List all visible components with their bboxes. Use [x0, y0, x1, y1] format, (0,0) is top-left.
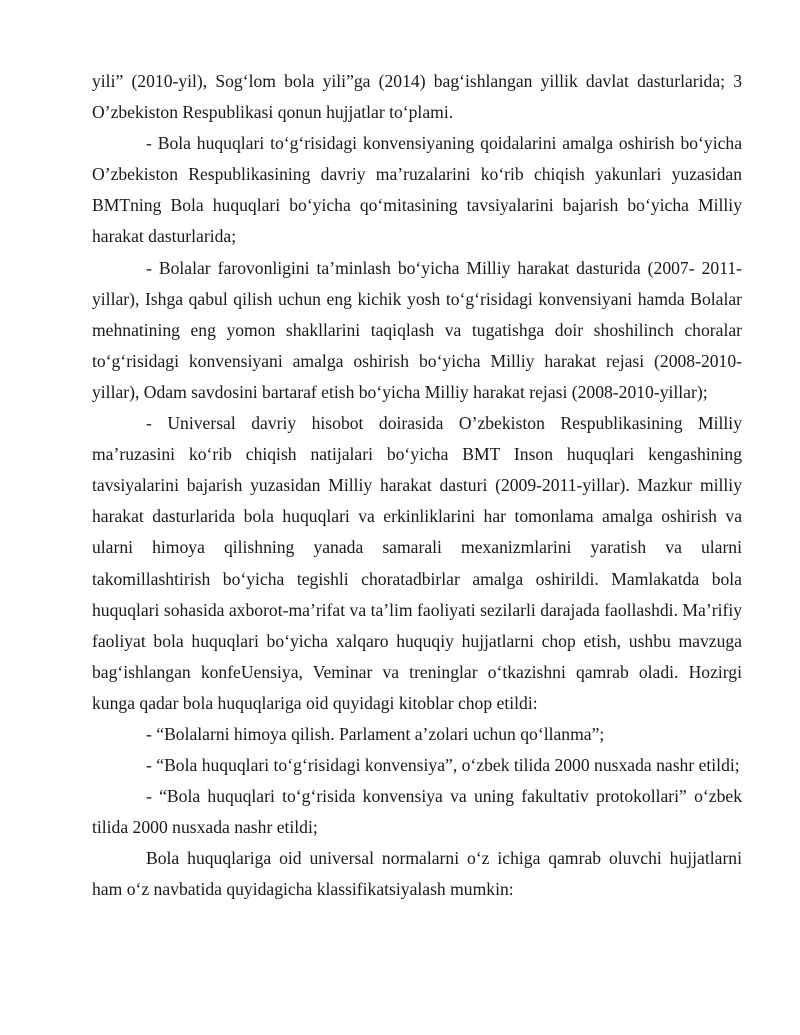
- paragraph-7: - “Bola huquqlari to‘g‘risida konvensiya va uning fakultativ protokollari” o‘zbek tilida 2000 nusxada nashr etildi;: [92, 786, 742, 838]
- paragraph-2: - Bola huquqlari to‘g‘risidagi konvensiyaning qoidalarini amalga oshirish bo‘yicha O’zbekiston Respublikasining davriy ma’ruzalarini ko‘rib chiqish yakunlari yuzasidan BMTning Bola huquqlari bo‘yicha qo‘mitasining tavsiyalarini bajarish bo‘yicha Milliy harakat dasturlarida;: [92, 133, 742, 247]
- paragraph-6: - “Bola huquqlari to‘g‘risidagi konvensiya”, o‘zbek tilida 2000 nusxada nashr etildi;: [146, 755, 740, 776]
- paragraph-5: - “Bolalarni himoya qilish. Parlament a’zolari uchun qo‘llanma”;: [146, 723, 605, 744]
- paragraph-8: Bola huquqlariga oid universal normalarni o‘z ichiga qamrab oluvchi hujjatlarni ham o‘z navbatida quyidagicha klassifikatsiyalash mumkin:: [92, 848, 742, 900]
- paragraph-4: - Universal davriy hisobot doirasida O’zbekiston Respublikasining Milliy ma’ruzasini ko‘rib chiqish natijalari bo‘yicha BMT Inson huquqlari kengashining tavsiyalarini bajarish yuzasidan Milliy harakat dasturi (2009-2011-yillar). Mazkur milliy harakat dasturlarida bola huquqlari va erkinliklarini har tomonlama amalga oshirish va ularni himoya qilishning yanada samarali mexanizmlarini yaratish va ularni takomillashtirish bo‘yicha tegishli choratadbirlar amalga oshirildi. Mamlakatda bola huquqlari sohasida axborot-ma’rifat va ta’lim faoliyati sezilarli darajada faollashdi. Ma’rifiy faoliyat bola huquqlari bo‘yicha xalqaro huquqiy hujjatlarni chop etish, ushbu mavzuga bag‘ishlangan konfeUensiya, Veminar va treninglar o‘tkazishni qamrab oladi. Hozirgi kunga qadar bola huquqlariga oid quyidagi kitoblar chop etildi:: [92, 413, 742, 713]
- paragraph-3: - Bolalar farovonligini ta’minlash bo‘yicha Milliy harakat dasturida (2007- 2011-yillar), Ishga qabul qilish uchun eng kichik yosh to‘g‘risidagi konvensiyani hamda Bolalar mehnatining eng yomon shakllarini taqiqlash va tugatishga doir shoshilinch choralar to‘g‘risidagi konvensiyani amalga oshirish bo‘yicha Milliy harakat rejasi (2008-2010-yillar), Odam savdosini bartaraf etish bo‘yicha Milliy harakat rejasi (2008-2010-yillar);: [92, 257, 742, 402]
- document-body: [92, 66, 742, 906]
- paragraph-1: yili” (2010-yil), Sog‘lom bola yili”ga (2014) bag‘ishlangan yillik davlat dasturlarida; 3 O’zbekiston Respublikasi qonun hujjatlar to‘plami.: [92, 71, 742, 123]
